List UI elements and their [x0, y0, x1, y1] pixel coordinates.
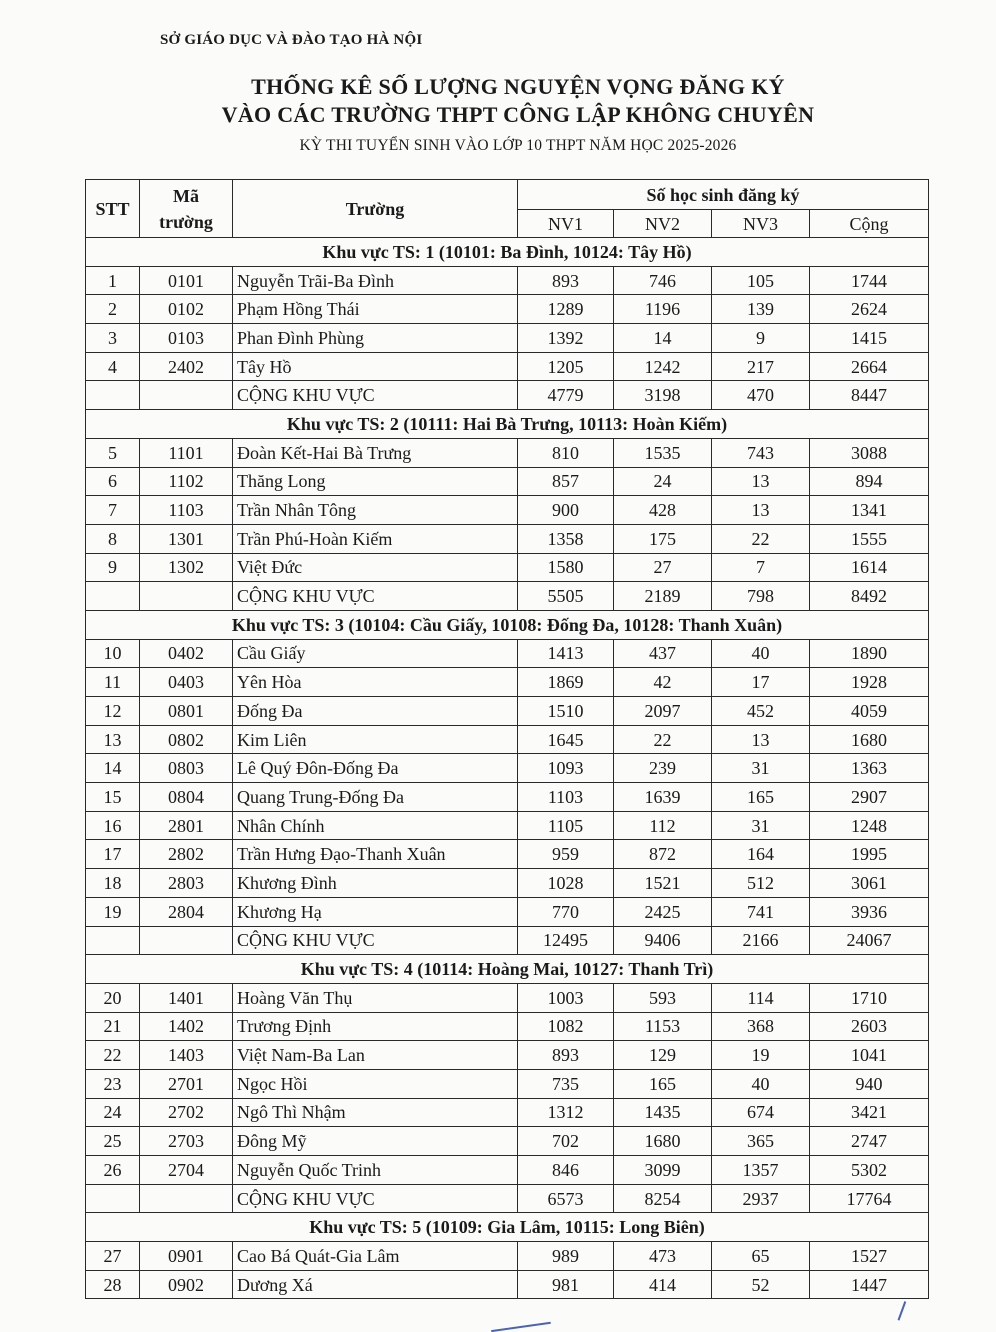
cell-total: 1363	[810, 754, 929, 783]
cell-nv3: 19	[712, 1041, 810, 1070]
cell-nv3: 217	[712, 352, 810, 381]
table-row	[86, 496, 929, 525]
cell-nv1: 1105	[518, 811, 614, 840]
cell-nv1: 959	[518, 840, 614, 869]
cell-total: 4059	[810, 697, 929, 726]
region-total-nv3: 2937	[712, 1184, 810, 1213]
table-row	[86, 1012, 929, 1041]
cell-nv2: 24	[614, 467, 712, 496]
region-title: Khu vực TS: 5 (10109: Gia Lâm, 10115: Long Biên)	[86, 1213, 929, 1242]
cell-nv3: 114	[712, 983, 810, 1012]
cell-nv2: 175	[614, 524, 712, 553]
cell-school-code: 0403	[140, 668, 233, 697]
cell-nv1: 989	[518, 1242, 614, 1271]
table-row	[86, 725, 929, 754]
cell-school-name: Phan Đình Phùng	[233, 324, 518, 353]
cell-stt-empty	[86, 926, 140, 955]
region-total-nv2: 3198	[614, 381, 712, 410]
region-total-nv2: 8254	[614, 1184, 712, 1213]
cell-nv3: 52	[712, 1270, 810, 1299]
cell-school-name: Quang Trung-Đống Đa	[233, 783, 518, 812]
cell-nv3: 31	[712, 811, 810, 840]
cell-school-code: 0402	[140, 639, 233, 668]
region-total-nv1: 5505	[518, 582, 614, 611]
region-header-row	[86, 610, 929, 639]
cell-stt: 4	[86, 352, 140, 381]
cell-nv1: 1289	[518, 295, 614, 324]
cell-school-code: 0802	[140, 725, 233, 754]
cell-school-code: 0902	[140, 1270, 233, 1299]
cell-stt: 12	[86, 697, 140, 726]
cell-school-code: 1102	[140, 467, 233, 496]
cell-nv3: 674	[712, 1098, 810, 1127]
cell-stt: 3	[86, 324, 140, 353]
cell-nv3: 105	[712, 266, 810, 295]
cell-school-name: Dương Xá	[233, 1270, 518, 1299]
cell-school-name: Nguyễn Trãi-Ba Đình	[233, 266, 518, 295]
cell-nv2: 414	[614, 1270, 712, 1299]
region-total-nv3: 470	[712, 381, 810, 410]
cell-total: 1995	[810, 840, 929, 869]
region-total-cong: 8492	[810, 582, 929, 611]
table-row	[86, 1156, 929, 1185]
table-row	[86, 295, 929, 324]
cell-total: 1710	[810, 983, 929, 1012]
cell-nv3: 65	[712, 1242, 810, 1271]
region-total-cong: 17764	[810, 1184, 929, 1213]
cell-nv3: 452	[712, 697, 810, 726]
cell-nv2: 1521	[614, 869, 712, 898]
cell-nv3: 9	[712, 324, 810, 353]
header-school-code-line2: trường	[159, 211, 213, 232]
cell-total: 1248	[810, 811, 929, 840]
cell-total: 5302	[810, 1156, 929, 1185]
cell-school-code: 2402	[140, 352, 233, 381]
cell-nv1: 810	[518, 438, 614, 467]
cell-school-code: 0804	[140, 783, 233, 812]
cell-nv1: 893	[518, 1041, 614, 1070]
cell-nv1: 770	[518, 897, 614, 926]
header-nv3: NV3	[712, 210, 810, 238]
cell-nv2: 473	[614, 1242, 712, 1271]
cell-total: 2603	[810, 1012, 929, 1041]
document-title-line-2: VÀO CÁC TRƯỜNG THPT CÔNG LẬP KHÔNG CHUYÊN	[221, 102, 815, 127]
document-subtitle: KỲ THI TUYỂN SINH VÀO LỚP 10 THPT NĂM HỌC 2025-2026	[299, 137, 737, 154]
region-total-row	[86, 1184, 929, 1213]
region-total-label: CỘNG KHU VỰC	[233, 582, 518, 611]
table-row	[86, 524, 929, 553]
region-header-row	[86, 410, 929, 439]
cell-nv3: 743	[712, 438, 810, 467]
header-registered-group: Số học sinh đăng ký	[518, 180, 929, 210]
cell-stt: 1	[86, 266, 140, 295]
cell-school-name: Khương Hạ	[233, 897, 518, 926]
cell-stt: 5	[86, 438, 140, 467]
cell-stt: 9	[86, 553, 140, 582]
table-row	[86, 897, 929, 926]
cell-stt: 21	[86, 1012, 140, 1041]
cell-school-name: Phạm Hồng Thái	[233, 295, 518, 324]
cell-school-code: 1403	[140, 1041, 233, 1070]
header-school-code	[140, 180, 233, 238]
cell-school-code: 1401	[140, 983, 233, 1012]
cell-nv1: 893	[518, 266, 614, 295]
cell-nv2: 872	[614, 840, 712, 869]
cell-school-code: 2703	[140, 1127, 233, 1156]
signature-mark	[489, 1308, 551, 1332]
table-row	[86, 438, 929, 467]
cell-nv1: 846	[518, 1156, 614, 1185]
region-header-row	[86, 238, 929, 267]
header-nv2: NV2	[614, 210, 712, 238]
table-row	[86, 869, 929, 898]
cell-nv1: 1413	[518, 639, 614, 668]
cell-school-code: 2704	[140, 1156, 233, 1185]
cell-nv1: 981	[518, 1270, 614, 1299]
cell-school-name: Ngọc Hồi	[233, 1069, 518, 1098]
table-row	[86, 1098, 929, 1127]
table-header	[86, 180, 929, 238]
region-total-nv2: 2189	[614, 582, 712, 611]
cell-school-code: 1402	[140, 1012, 233, 1041]
region-total-label: CỘNG KHU VỰC	[233, 381, 518, 410]
region-total-label: CỘNG KHU VỰC	[233, 926, 518, 955]
header-school: Trường	[233, 180, 518, 238]
table-row	[86, 783, 929, 812]
cell-nv1: 1580	[518, 553, 614, 582]
cell-school-name: Nguyễn Quốc Trinh	[233, 1156, 518, 1185]
cell-total: 940	[810, 1069, 929, 1098]
cell-nv3: 17	[712, 668, 810, 697]
cell-code-empty	[140, 1184, 233, 1213]
cell-stt: 24	[86, 1098, 140, 1127]
table-row	[86, 1270, 929, 1299]
table-row	[86, 983, 929, 1012]
cell-nv3: 40	[712, 639, 810, 668]
cell-total: 3936	[810, 897, 929, 926]
cell-total: 1680	[810, 725, 929, 754]
cell-school-name: Đoàn Kết-Hai Bà Trưng	[233, 438, 518, 467]
cell-stt: 25	[86, 1127, 140, 1156]
cell-nv2: 1535	[614, 438, 712, 467]
table-row	[86, 266, 929, 295]
cell-stt: 2	[86, 295, 140, 324]
cell-nv2: 165	[614, 1069, 712, 1098]
cell-nv2: 2425	[614, 897, 712, 926]
region-total-nv1: 6573	[518, 1184, 614, 1213]
cell-nv2: 14	[614, 324, 712, 353]
cell-nv1: 1869	[518, 668, 614, 697]
header-school-code-line1: Mã	[173, 185, 199, 206]
cell-school-name: Thăng Long	[233, 467, 518, 496]
cell-nv2: 593	[614, 983, 712, 1012]
cell-school-name: Đông Mỹ	[233, 1127, 518, 1156]
cell-nv2: 3099	[614, 1156, 712, 1185]
cell-nv1: 1028	[518, 869, 614, 898]
cell-nv2: 42	[614, 668, 712, 697]
cell-nv1: 1082	[518, 1012, 614, 1041]
cell-nv3: 13	[712, 467, 810, 496]
cell-nv1: 702	[518, 1127, 614, 1156]
table-row	[86, 639, 929, 668]
table-body	[86, 238, 929, 1299]
cell-nv3: 40	[712, 1069, 810, 1098]
cell-school-name: Tây Hồ	[233, 352, 518, 381]
cell-school-code: 2701	[140, 1069, 233, 1098]
cell-total: 1527	[810, 1242, 929, 1271]
cell-nv3: 365	[712, 1127, 810, 1156]
cell-nv3: 741	[712, 897, 810, 926]
cell-stt-empty	[86, 582, 140, 611]
cell-nv3: 13	[712, 496, 810, 525]
region-total-row	[86, 381, 929, 410]
cell-nv1: 1205	[518, 352, 614, 381]
table-row	[86, 668, 929, 697]
table-row	[86, 553, 929, 582]
table-row	[86, 811, 929, 840]
cell-stt: 14	[86, 754, 140, 783]
cell-nv3: 31	[712, 754, 810, 783]
cell-total: 2907	[810, 783, 929, 812]
cell-nv2: 428	[614, 496, 712, 525]
region-total-nv1: 12495	[518, 926, 614, 955]
cell-school-name: Việt Nam-Ba Lan	[233, 1041, 518, 1070]
header-total: Cộng	[810, 210, 929, 238]
cell-nv2: 1196	[614, 295, 712, 324]
cell-nv2: 22	[614, 725, 712, 754]
cell-school-name: Cao Bá Quát-Gia Lâm	[233, 1242, 518, 1271]
cell-total: 3421	[810, 1098, 929, 1127]
cell-nv1: 1510	[518, 697, 614, 726]
cell-nv2: 27	[614, 553, 712, 582]
cell-nv3: 512	[712, 869, 810, 898]
cell-stt: 19	[86, 897, 140, 926]
cell-nv1: 735	[518, 1069, 614, 1098]
cell-total: 2624	[810, 295, 929, 324]
cell-nv1: 1093	[518, 754, 614, 783]
region-total-nv3: 798	[712, 582, 810, 611]
cell-nv1: 1003	[518, 983, 614, 1012]
table-row	[86, 754, 929, 783]
cell-code-empty	[140, 582, 233, 611]
cell-school-name: Hoàng Văn Thụ	[233, 983, 518, 1012]
cell-school-name: Kim Liên	[233, 725, 518, 754]
cell-stt: 13	[86, 725, 140, 754]
cell-school-code: 0901	[140, 1242, 233, 1271]
cell-nv2: 2097	[614, 697, 712, 726]
cell-stt: 6	[86, 467, 140, 496]
cell-school-name: Việt Đức	[233, 553, 518, 582]
cell-school-name: Trần Nhân Tông	[233, 496, 518, 525]
region-total-cong: 24067	[810, 926, 929, 955]
region-total-row	[86, 926, 929, 955]
cell-nv2: 1435	[614, 1098, 712, 1127]
cell-school-code: 1302	[140, 553, 233, 582]
cell-school-code: 1101	[140, 438, 233, 467]
table-row	[86, 467, 929, 496]
cell-stt: 7	[86, 496, 140, 525]
cell-nv2: 1153	[614, 1012, 712, 1041]
cell-stt: 28	[86, 1270, 140, 1299]
region-title: Khu vực TS: 4 (10114: Hoàng Mai, 10127: Thanh Trì)	[86, 955, 929, 984]
region-total-cong: 8447	[810, 381, 929, 410]
signature-mark-right	[898, 1301, 935, 1331]
cell-total: 1447	[810, 1270, 929, 1299]
cell-total: 3088	[810, 438, 929, 467]
cell-stt: 23	[86, 1069, 140, 1098]
cell-stt: 8	[86, 524, 140, 553]
table-row	[86, 1242, 929, 1271]
cell-total: 894	[810, 467, 929, 496]
cell-nv1: 857	[518, 467, 614, 496]
cell-nv3: 139	[712, 295, 810, 324]
document-title-line-1: THỐNG KÊ SỐ LƯỢNG NGUYỆN VỌNG ĐĂNG KÝ	[251, 74, 785, 99]
cell-school-code: 2802	[140, 840, 233, 869]
cell-stt: 20	[86, 983, 140, 1012]
cell-total: 1928	[810, 668, 929, 697]
cell-nv2: 746	[614, 266, 712, 295]
cell-nv1: 900	[518, 496, 614, 525]
cell-nv3: 165	[712, 783, 810, 812]
header-stt: STT	[86, 180, 140, 238]
region-total-nv3: 2166	[712, 926, 810, 955]
cell-nv1: 1358	[518, 524, 614, 553]
cell-school-code: 2803	[140, 869, 233, 898]
cell-nv2: 112	[614, 811, 712, 840]
cell-nv2: 1242	[614, 352, 712, 381]
cell-stt: 22	[86, 1041, 140, 1070]
table-row	[86, 1041, 929, 1070]
cell-stt-empty	[86, 1184, 140, 1213]
cell-code-empty	[140, 926, 233, 955]
cell-total: 1041	[810, 1041, 929, 1070]
region-total-nv1: 4779	[518, 381, 614, 410]
table-row	[86, 697, 929, 726]
cell-school-code: 0101	[140, 266, 233, 295]
region-total-row	[86, 582, 929, 611]
cell-school-name: Trần Hưng Đạo-Thanh Xuân	[233, 840, 518, 869]
cell-stt: 10	[86, 639, 140, 668]
registration-table	[85, 179, 929, 1299]
cell-stt: 17	[86, 840, 140, 869]
region-total-label: CỘNG KHU VỰC	[233, 1184, 518, 1213]
cell-school-code: 0803	[140, 754, 233, 783]
cell-total: 3061	[810, 869, 929, 898]
cell-total: 1890	[810, 639, 929, 668]
cell-total: 1555	[810, 524, 929, 553]
cell-nv1: 1392	[518, 324, 614, 353]
cell-stt: 11	[86, 668, 140, 697]
cell-school-name: Nhân Chính	[233, 811, 518, 840]
region-total-nv2: 9406	[614, 926, 712, 955]
cell-nv2: 1680	[614, 1127, 712, 1156]
cell-nv2: 129	[614, 1041, 712, 1070]
region-title: Khu vực TS: 3 (10104: Cầu Giấy, 10108: Đống Đa, 10128: Thanh Xuân)	[86, 610, 929, 639]
cell-school-name: Đống Đa	[233, 697, 518, 726]
cell-nv3: 22	[712, 524, 810, 553]
cell-nv3: 1357	[712, 1156, 810, 1185]
cell-stt: 15	[86, 783, 140, 812]
cell-school-code: 0103	[140, 324, 233, 353]
cell-total: 1614	[810, 553, 929, 582]
cell-school-code: 1301	[140, 524, 233, 553]
cell-nv1: 1103	[518, 783, 614, 812]
cell-stt: 27	[86, 1242, 140, 1271]
table-row	[86, 324, 929, 353]
cell-total: 2664	[810, 352, 929, 381]
region-title: Khu vực TS: 2 (10111: Hai Bà Trưng, 10113: Hoàn Kiếm)	[86, 410, 929, 439]
cell-school-name: Khương Đình	[233, 869, 518, 898]
table-row	[86, 1069, 929, 1098]
cell-school-code: 2804	[140, 897, 233, 926]
cell-total: 1415	[810, 324, 929, 353]
cell-school-name: Ngô Thì Nhậm	[233, 1098, 518, 1127]
cell-total: 1341	[810, 496, 929, 525]
cell-nv1: 1645	[518, 725, 614, 754]
cell-stt: 26	[86, 1156, 140, 1185]
table-row	[86, 352, 929, 381]
table-row	[86, 840, 929, 869]
department-name: SỞ GIÁO DỤC VÀ ĐÀO TẠO HÀ NỘI	[160, 32, 423, 48]
cell-code-empty	[140, 381, 233, 410]
region-title: Khu vực TS: 1 (10101: Ba Đình, 10124: Tây Hồ)	[86, 238, 929, 267]
region-header-row	[86, 955, 929, 984]
cell-nv3: 13	[712, 725, 810, 754]
cell-nv1: 1312	[518, 1098, 614, 1127]
cell-school-name: Cầu Giấy	[233, 639, 518, 668]
cell-total: 2747	[810, 1127, 929, 1156]
cell-nv2: 1639	[614, 783, 712, 812]
cell-stt-empty	[86, 381, 140, 410]
cell-school-name: Trần Phú-Hoàn Kiếm	[233, 524, 518, 553]
cell-nv3: 164	[712, 840, 810, 869]
cell-school-name: Lê Quý Đôn-Đống Đa	[233, 754, 518, 783]
cell-total: 1744	[810, 266, 929, 295]
table-row	[86, 1127, 929, 1156]
cell-school-code: 1103	[140, 496, 233, 525]
cell-school-name: Trương Định	[233, 1012, 518, 1041]
cell-stt: 18	[86, 869, 140, 898]
region-header-row	[86, 1213, 929, 1242]
cell-nv3: 7	[712, 553, 810, 582]
cell-school-code: 2702	[140, 1098, 233, 1127]
cell-school-name: Yên Hòa	[233, 668, 518, 697]
cell-school-code: 2801	[140, 811, 233, 840]
cell-school-code: 0102	[140, 295, 233, 324]
cell-nv2: 437	[614, 639, 712, 668]
cell-nv3: 368	[712, 1012, 810, 1041]
cell-stt: 16	[86, 811, 140, 840]
cell-nv2: 239	[614, 754, 712, 783]
header-nv1: NV1	[518, 210, 614, 238]
cell-school-code: 0801	[140, 697, 233, 726]
